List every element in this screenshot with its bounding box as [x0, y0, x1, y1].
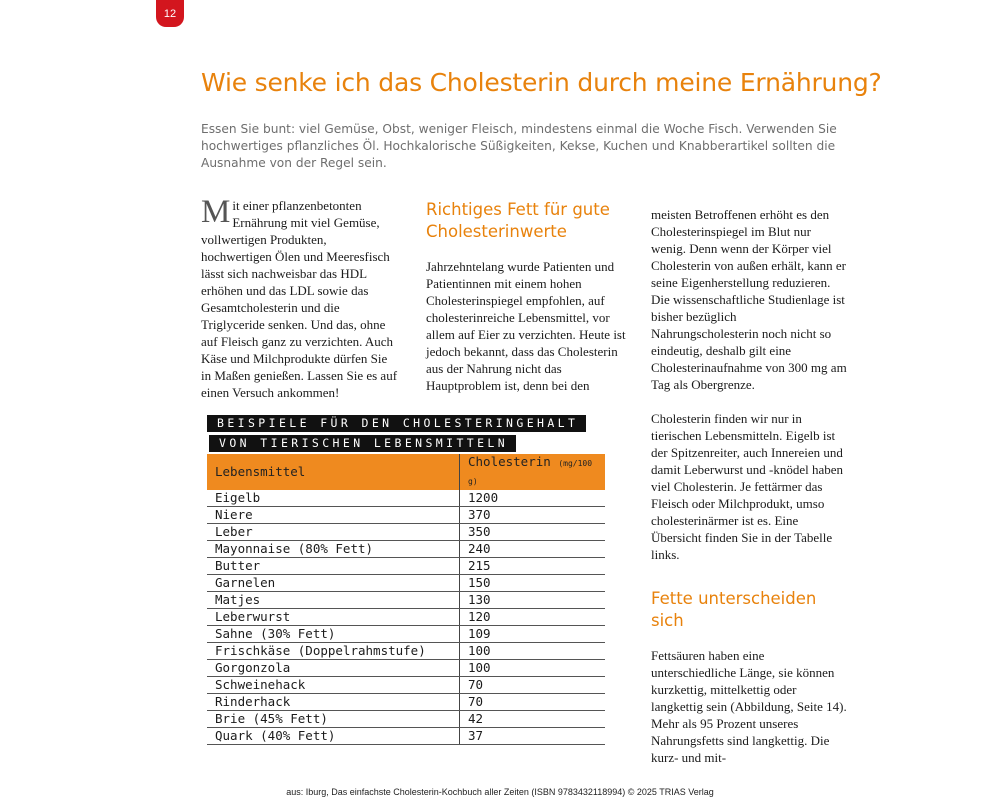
column-2-text: Jahrzehntelang wurde Patienten und Patientinnen mit einem hohen Cholesterinspiegel empfohlen, auf cholesterinreiche Lebensmittel, vor allem auf Eier zu verzichten. Heute ist jedoch bekannt, dass das Cholesterin aus der Nahrung nicht das Hauptproblem ist, denn bei den	[426, 259, 626, 393]
table-cell-value: 370	[460, 507, 606, 524]
table-row	[207, 592, 605, 609]
table-cell-value: 109	[460, 626, 606, 643]
table-body	[207, 490, 605, 745]
table-cell-food: Matjes	[207, 592, 460, 609]
table-title-line-1: BEISPIELE FÜR DEN CHOLESTERINGEHALT	[207, 415, 586, 432]
table-row	[207, 524, 605, 541]
column-3-paragraph-3: Fettsäuren haben eine unterschiedliche Länge, sie können kurzkettig, mittelkettig oder langkettig sein (Abbildung, Seite 14). Mehr als 95 Prozent unseres Nahrungsfetts sind langkettig. Die kurz- und mit-	[651, 648, 847, 765]
table-row	[207, 575, 605, 592]
table-header-cholesterol-label: Cholesterin	[468, 454, 551, 469]
source-footer: aus: Iburg, Das einfachste Cholesterin-Kochbuch aller Zeiten (ISBN 9783432118994) © 2025 TRIAS Verlag	[286, 787, 714, 797]
table-cell-value: 350	[460, 524, 606, 541]
table-cell-value: 70	[460, 677, 606, 694]
table-row	[207, 660, 605, 677]
table-cell-value: 100	[460, 643, 606, 660]
table-cell-food: Frischkäse (Doppelrahmstufe)	[207, 643, 460, 660]
cholesterol-table-box	[207, 414, 607, 745]
cholesterol-table	[207, 454, 605, 745]
table-cell-value: 100	[460, 660, 606, 677]
table-cell-value: 37	[460, 728, 606, 745]
page-number-badge: 12	[156, 0, 184, 27]
table-row	[207, 558, 605, 575]
table-cell-value: 215	[460, 558, 606, 575]
table-row	[207, 609, 605, 626]
table-header-row	[207, 454, 605, 490]
table-row	[207, 507, 605, 524]
table-cell-food: Eigelb	[207, 490, 460, 507]
table-row	[207, 643, 605, 660]
table-cell-food: Sahne (30% Fett)	[207, 626, 460, 643]
table-cell-value: 150	[460, 575, 606, 592]
intro-text: Essen Sie bunt: viel Gemüse, Obst, weniger Fleisch, mindestens einmal die Woche Fisch. Verwenden Sie hochwertiges pflanzliches Öl. Hochkalorische Süßigkeiten, Kekse, Kuchen und Knabberartikel sollten die Ausnahme von der Regel sein.	[201, 122, 837, 170]
table-cell-value: 130	[460, 592, 606, 609]
table-cell-food: Schweinehack	[207, 677, 460, 694]
table-cell-food: Gorgonzola	[207, 660, 460, 677]
table-cell-value: 1200	[460, 490, 606, 507]
column-3-paragraph-1: meisten Betroffenen erhöht es den Cholesterinspiegel im Blut nur wenig. Denn wenn der Körper viel Cholesterin von außen erhält, kann er seine Eigenherstellung reduzieren. Die wissenschaftliche Studienlage ist bisher bezüglich Nahrungscholesterin noch nicht so eindeutig, deshalb gilt eine Cholesterinaufnahme von 300 mg am Tag als Obergrenze.	[651, 207, 847, 392]
column-1-text: it einer pflanzenbetonten Ernährung mit viel Gemüse, vollwertigen Produkten, hochwertigen Ölen und Meeresfisch lässt sich nachweisbar das HDL erhöhen und das LDL sowie das Gesamtcholesterin und die Triglyceride senken. Und das, ohne auf Fleisch ganz zu verzichten. Auch Käse und Milchprodukte dürfen Sie in Maßen genießen. Lassen Sie es auf einen Versuch ankommen!	[201, 198, 398, 400]
table-header-unit: (mg/100 g)	[468, 459, 593, 486]
table-cell-value: 70	[460, 694, 606, 711]
section-heading-fett: Richtiges Fett für gute Cholesterinwerte	[426, 200, 610, 241]
table-row	[207, 541, 605, 558]
table-row	[207, 694, 605, 711]
table-header-cholesterol	[460, 454, 606, 490]
section-heading-fette: Fette unterscheiden sich	[651, 589, 817, 630]
table-header-food: Lebensmittel	[207, 454, 460, 490]
column-3-paragraph-2: Cholesterin finden wir nur in tierischen Lebensmitteln. Eigelb ist der Spitzenreiter, auch Innereien und damit Leberwurst und -knödel haben viel Cholesterin. Je fettärmer das Fleisch oder Milchprodukt, umso cholesterinärmer ist es. Eine Übersicht finden Sie in der Tabelle links.	[651, 411, 844, 562]
table-cell-food: Mayonnaise (80% Fett)	[207, 541, 460, 558]
table-cell-food: Garnelen	[207, 575, 460, 592]
column-3	[651, 206, 847, 766]
table-cell-food: Niere	[207, 507, 460, 524]
table-cell-food: Leber	[207, 524, 460, 541]
table-cell-food: Quark (40% Fett)	[207, 728, 460, 745]
table-cell-value: 240	[460, 541, 606, 558]
column-1	[201, 194, 399, 401]
table-cell-food: Brie (45% Fett)	[207, 711, 460, 728]
table-cell-food: Leberwurst	[207, 609, 460, 626]
table-cell-value: 120	[460, 609, 606, 626]
table-row	[207, 677, 605, 694]
table-row	[207, 728, 605, 745]
table-row	[207, 490, 605, 507]
table-cell-food: Rinderhack	[207, 694, 460, 711]
table-row	[207, 711, 605, 728]
table-row	[207, 626, 605, 643]
table-cell-value: 42	[460, 711, 606, 728]
drop-cap: M	[201, 194, 231, 230]
table-cell-food: Butter	[207, 558, 460, 575]
page-title: Wie senke ich das Cholesterin durch meine Ernährung?	[201, 68, 882, 97]
column-2	[426, 199, 632, 394]
table-title-line-2: VON TIERISCHEN LEBENSMITTELN	[209, 435, 516, 452]
